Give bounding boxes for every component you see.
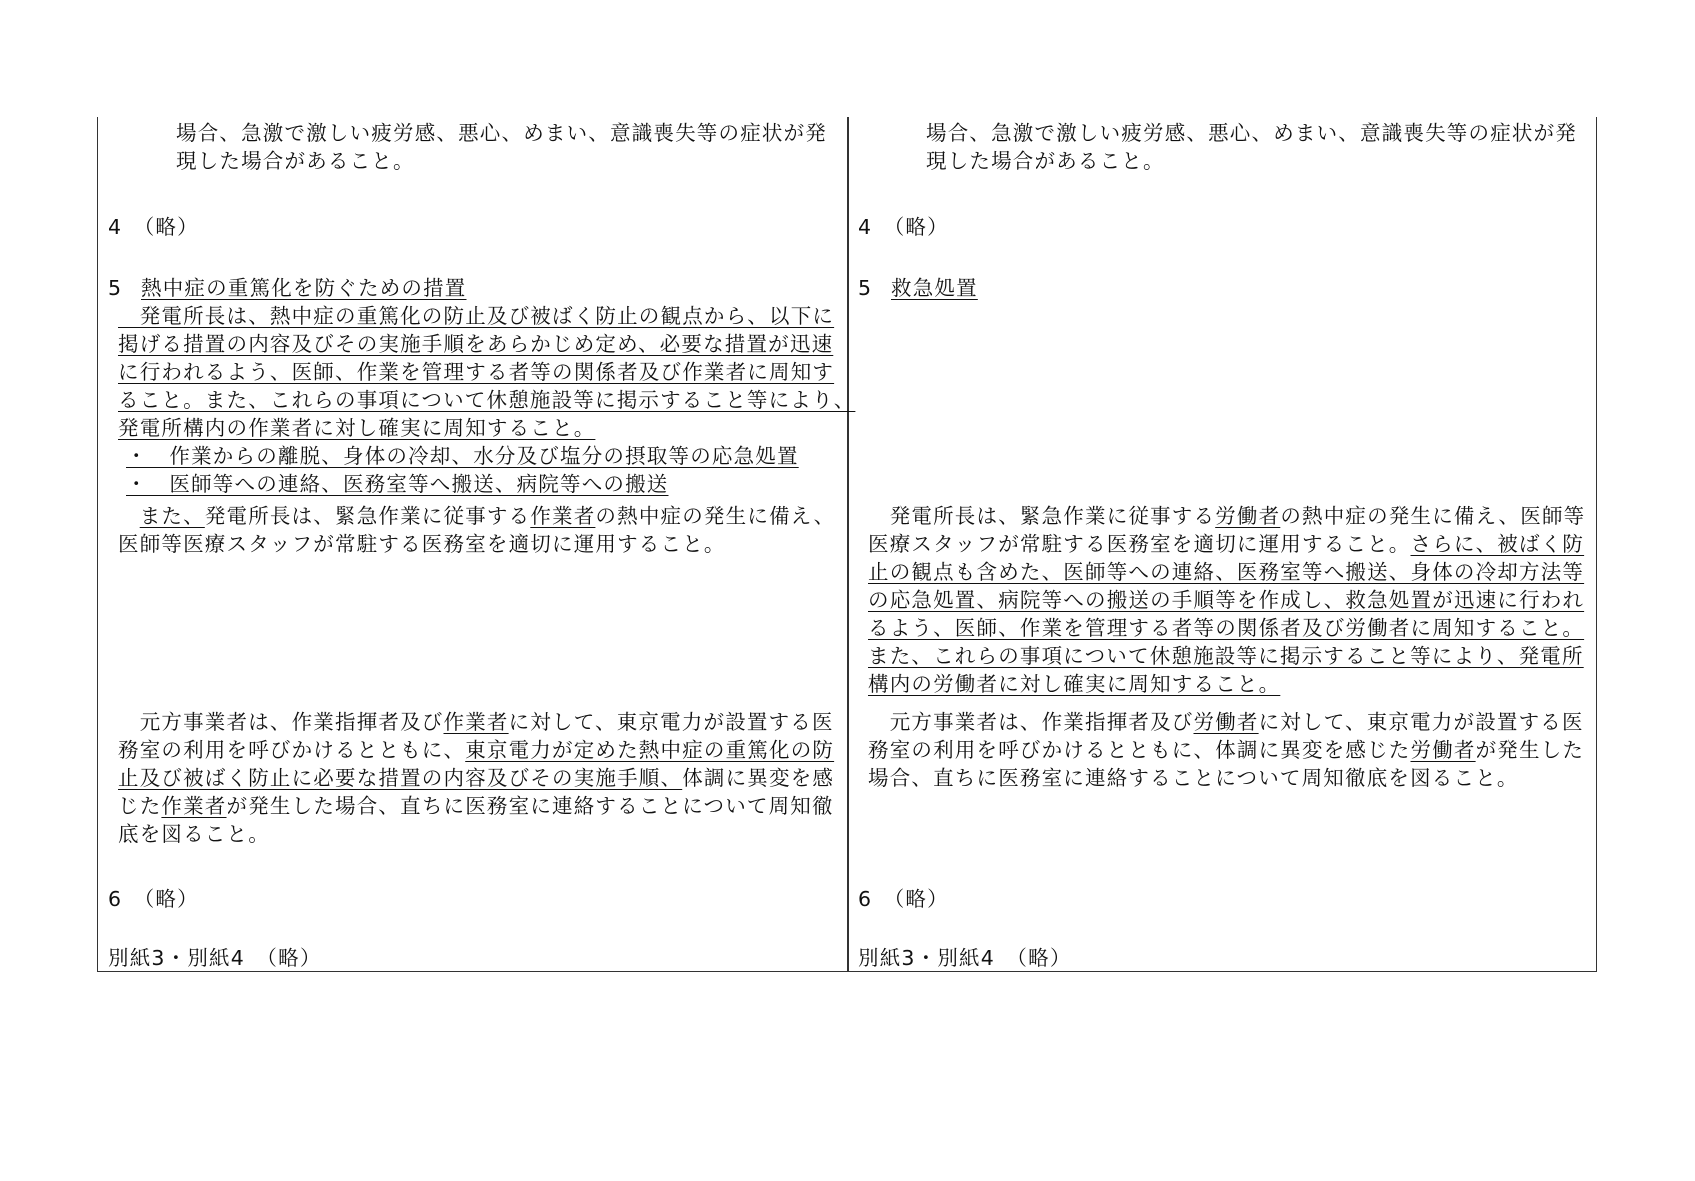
right-para-2-under-line-4: また、これらの事項について休憩施設等に掲示すること等により、発電所	[868, 644, 1584, 668]
left-item-5-title: 熱中症の重篤化を防ぐための措置	[141, 276, 467, 300]
right-para-2-under-line-5: 構内の労働者に対し確実に周知すること。	[868, 672, 1281, 696]
left-item-6: 6 （略）	[108, 887, 199, 911]
right-item-6: 6 （略）	[858, 887, 949, 911]
left-para-3-line-4: じた作業者が発生した場合、直ちに医務室に連絡することについて周知徹	[118, 794, 834, 818]
right-item-5-number: 5	[858, 276, 873, 300]
left-intro-line-2: 現した場合があること。	[176, 149, 415, 173]
right-intro-line-1: 場合、急激で激しい疲労感、悪心、めまい、意識喪失等の症状が発	[926, 121, 1577, 145]
left-para-3-line-5: 底を図ること。	[118, 822, 270, 846]
left-item-5-number: 5	[108, 276, 123, 300]
left-bullet-1: ・ 作業からの離脱、身体の冷却、水分及び塩分の摂取等の応急処置	[126, 444, 799, 468]
left-para-2-line-1: また、発電所長は、緊急作業に従事する作業者の熱中症の発生に備え、	[139, 504, 836, 528]
left-intro-line-1: 場合、急激で激しい疲労感、悪心、めまい、意識喪失等の症状が発	[176, 121, 827, 145]
right-item-5-title: 救急処置	[891, 276, 978, 300]
left-item-5-para-line-2: 掲げる措置の内容及びその実施手順をあらかじめ定め、必要な措置が迅速	[118, 332, 834, 356]
left-para-2-line-2: 医師等医療スタッフが常駐する医務室を適切に運用すること。	[118, 532, 726, 556]
left-item-5-para-line-5: 発電所構内の作業者に対し確実に周知すること。	[118, 416, 596, 440]
right-para-2-line-2: 医療スタッフが常駐する医務室を適切に運用すること。さらに、被ばく防	[868, 532, 1585, 556]
left-item-4: 4 （略）	[108, 215, 199, 239]
right-appendix: 別紙3・別紙4 （略）	[858, 946, 1072, 970]
right-para-2-line-1: 発電所長は、緊急作業に従事する労働者の熱中症の発生に備え、医師等	[868, 504, 1586, 528]
left-item-5-para-line-4: ること。また、これらの事項について休憩施設等に掲示すること等により、	[118, 388, 856, 412]
left-para-3-line-1: 元方事業者は、作業指揮者及び作業者に対して、東京電力が設置する医	[118, 710, 834, 734]
left-para-3-line-2: 務室の利用を呼びかけるとともに、東京電力が定めた熱中症の重篤化の防	[118, 738, 835, 762]
right-para-3-line-3: 場合、直ちに医務室に連絡することについて周知徹底を図ること。	[868, 766, 1519, 790]
column-divider	[847, 117, 849, 971]
right-para-3-line-1: 元方事業者は、作業指揮者及び労働者に対して、東京電力が設置する医	[868, 710, 1584, 734]
left-item-5-para-line-1: 発電所長は、熱中症の重篤化の防止及び被ばく防止の観点から、以下に	[118, 304, 835, 328]
left-para-3-line-3: 止及び被ばく防止に必要な措置の内容及びその実施手順、体調に異変を感	[118, 766, 835, 790]
left-bullet-2: ・ 医師等への連絡、医務室等へ搬送、病院等への搬送	[126, 472, 669, 496]
left-item-5-para-line-3: に行われるよう、医師、作業を管理する者等の関係者及び作業者に周知す	[118, 360, 835, 384]
right-para-3-line-2: 務室の利用を呼びかけるとともに、体調に異変を感じた労働者が発生した	[868, 738, 1585, 762]
right-para-2-under-line-1: 止の観点も含めた、医師等への連絡、医務室等へ搬送、身体の冷却方法等	[868, 560, 1585, 584]
right-item-4: 4 （略）	[858, 215, 949, 239]
right-para-2-under-line-3: るよう、医師、作業を管理する者等の関係者及び労働者に周知すること。	[868, 616, 1585, 640]
right-intro-line-2: 現した場合があること。	[926, 149, 1165, 173]
left-appendix: 別紙3・別紙4 （略）	[108, 946, 322, 970]
right-para-2-under-line-2: の応急処置、病院等への搬送の手順等を作成し、救急処置が迅速に行われ	[868, 588, 1585, 612]
